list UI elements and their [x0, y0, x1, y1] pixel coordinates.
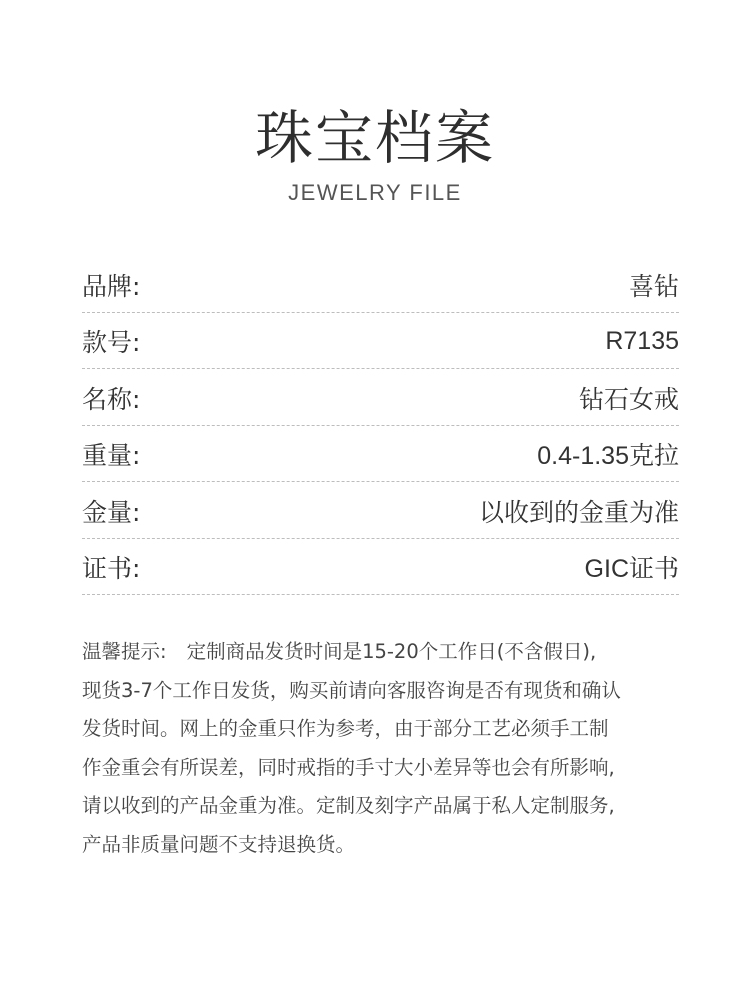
notice-line-text: 定制商品发货时间是15-20个工作日(不含假日), — [186, 640, 597, 663]
spec-row-name — [82, 369, 679, 426]
spec-label: 款号: — [82, 328, 141, 358]
notice-line — [82, 633, 682, 672]
spec-value: 钻石女戒 — [578, 385, 679, 414]
spec-label: 品牌: — [82, 271, 141, 301]
spec-label: 重量: — [82, 441, 141, 471]
notice-text — [82, 633, 682, 864]
spec-value: 0.4-1.35克拉 — [537, 442, 679, 471]
spec-row-model — [82, 313, 679, 370]
spec-value: GIC证书 — [584, 555, 679, 584]
page-subtitle: JEWELRY FILE — [288, 180, 462, 205]
notice-line: 产品非质量问题不支持退换货。 — [82, 832, 356, 856]
notice-line: 请以收到的产品金重为准。定制及刻字产品属于私人定制服务, — [82, 794, 615, 817]
spec-row-weight — [82, 426, 679, 483]
spec-label: 名称: — [82, 384, 141, 414]
spec-row-gold — [82, 482, 679, 539]
spec-value: 以收到的金重为准 — [478, 498, 679, 527]
spec-row-brand — [82, 256, 679, 313]
notice-line: 发货时间。网上的金重只作为参考，由于部分工艺必须手工制 — [82, 717, 609, 740]
spec-label: 金量: — [82, 497, 141, 527]
notice-line: 作金重会有所误差，同时戒指的手寸大小差异等也会有所影响, — [82, 755, 615, 779]
page-title: 珠宝档案 — [254, 104, 495, 172]
spec-label: 证书: — [82, 554, 141, 584]
notice-line: 现货3-7个工作日发货，购买前请向客服咨询是否有现货和确认 — [82, 678, 621, 702]
spec-value: 喜钻 — [628, 272, 679, 301]
notice-label: 温馨提示: — [82, 640, 167, 663]
spec-row-certificate — [82, 539, 679, 596]
spec-value: R7135 — [605, 326, 679, 355]
spec-list — [82, 256, 679, 595]
